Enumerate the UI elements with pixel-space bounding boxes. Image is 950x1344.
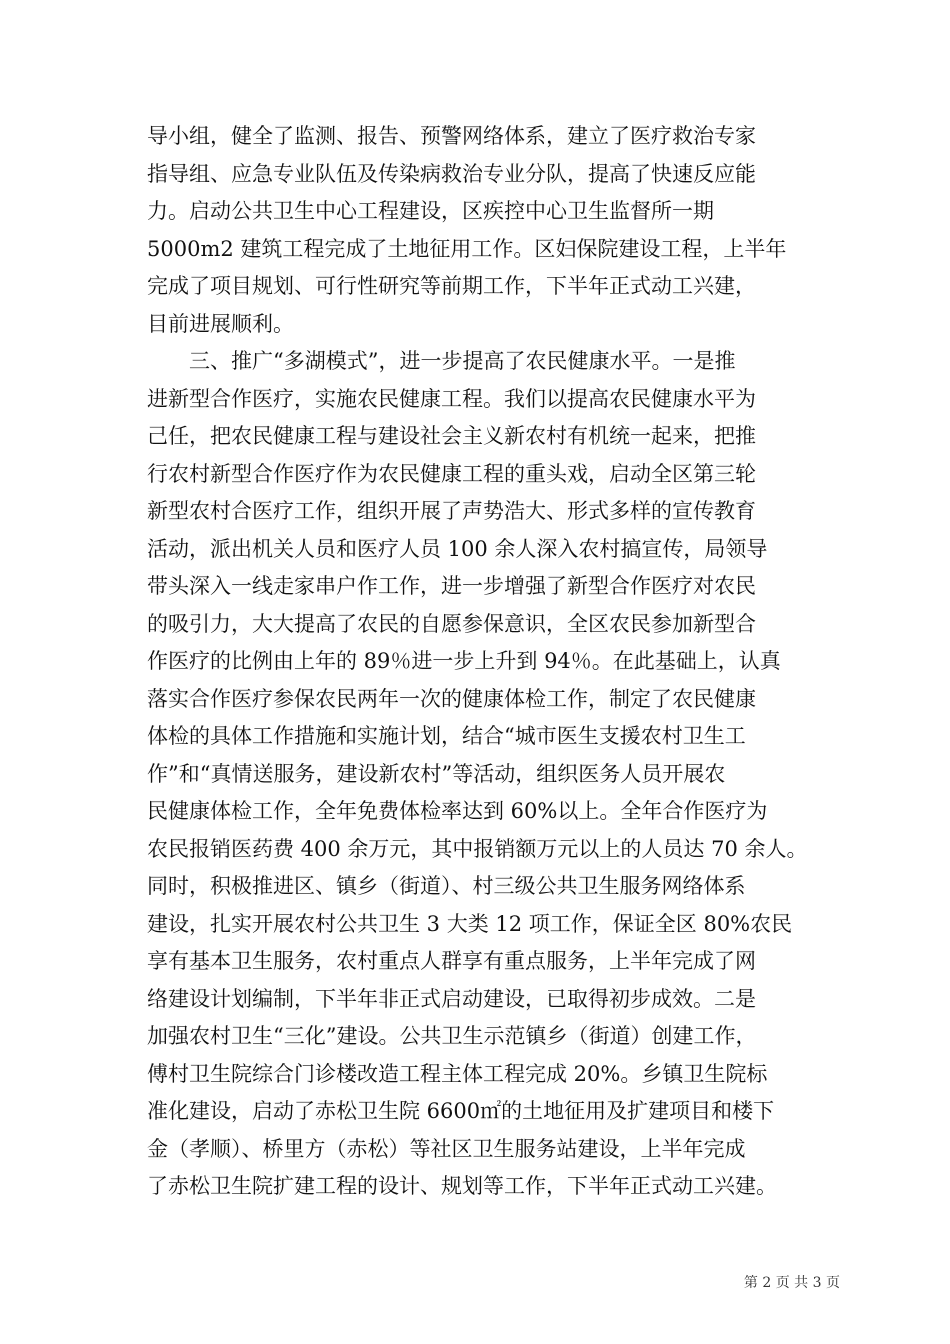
text-line: 落实合作医疗参保农民两年一次的健康体检工作，制定了农民健康	[147, 686, 756, 711]
text-line: 活动，派出机关人员和医疗人员 100 余人深入农村搞宣传，局领导	[147, 536, 768, 561]
text-line: 准化建设，启动了赤松卫生院 6600㎡的土地征用及扩建项目和楼下	[147, 1099, 775, 1123]
page-number-footer: 第 2 页 共 3 页	[743, 1275, 840, 1291]
text-line: 5000m2 建筑工程完成了土地征用工作。区妇保院建设工程，上半年	[147, 236, 787, 261]
text-line: 己任，把农民健康工程与建设社会主义新农村有机统一起来，把推	[147, 424, 756, 448]
text-line: 指导组、应急专业队伍及传染病救治专业分队，提高了快速反应能	[147, 161, 756, 186]
text-line: 同时，积极推进区、镇乡（街道）、村三级公共卫生服务网络体系	[147, 874, 746, 898]
text-line: 力。启动公共卫生中心工程建设，区疾控中心卫生监督所一期	[147, 199, 714, 223]
text-line: 民健康体检工作，全年免费体检率达到 60%以上。全年合作医疗为	[147, 799, 768, 823]
text-line: 作医疗的比例由上年的 89％进一步上升到 94％。在此基础上，认真	[147, 649, 781, 673]
text-line: 新型农村合医疗工作，组织开展了声势浩大、形式多样的宣传教育	[147, 499, 756, 523]
text-line: 目前进展顺利。	[147, 311, 294, 336]
text-line: 傅村卫生院综合门诊楼改造工程主体工程完成 20%。乡镇卫生院标	[147, 1061, 768, 1086]
document-body	[147, 118, 827, 1206]
text-line: 作”和“真情送服务，建设新农村”等活动，组织医务人员开展农	[147, 761, 726, 786]
text-line: 金（孝顺）、桥里方（赤松）等社区卫生服务站建设，上半年完成	[147, 1136, 746, 1161]
section-heading-line: 三、推广“多湖模式”，进一步提高了农民健康水平。一是推	[189, 349, 736, 373]
text-line: 行农村新型合作医疗作为农民健康工程的重头戏，启动全区第三轮	[147, 461, 756, 486]
text-line: 的吸引力，大大提高了农民的自愿参保意识，全区农民参加新型合	[147, 611, 756, 636]
text-line: 加强农村卫生“三化”建设。公共卫生示范镇乡（街道）创建工作，	[147, 1024, 757, 1048]
text-line: 体检的具体工作措施和实施计划，结合“城市医生支援农村卫生工	[147, 724, 746, 748]
text-line: 建设，扎实开展农村公共卫生 3 大类 12 项工作，保证全区 80%农民	[147, 911, 793, 936]
text-line: 带头深入一线走家串户作工作，进一步增强了新型合作医疗对农民	[147, 574, 756, 598]
text-line: 络建设计划编制，下半年非正式启动建设，已取得初步成效。二是	[147, 986, 756, 1011]
text-line: 进新型合作医疗，实施农民健康工程。我们以提高农民健康水平为	[147, 386, 756, 411]
text-line: 了赤松卫生院扩建工程的设计、规划等工作，下半年正式动工兴建。	[147, 1174, 777, 1198]
text-line: 导小组，健全了监测、报告、预警网络体系，建立了医疗救治专家	[147, 124, 756, 148]
text-line: 享有基本卫生服务，农村重点人群享有重点服务，上半年完成了网	[147, 949, 756, 973]
text-line: 农民报销医药费 400 余万元，其中报销额万元以上的人员达 70 余人。	[147, 836, 808, 861]
text-line: 完成了项目规划、可行性研究等前期工作，下半年正式动工兴建，	[147, 274, 756, 298]
